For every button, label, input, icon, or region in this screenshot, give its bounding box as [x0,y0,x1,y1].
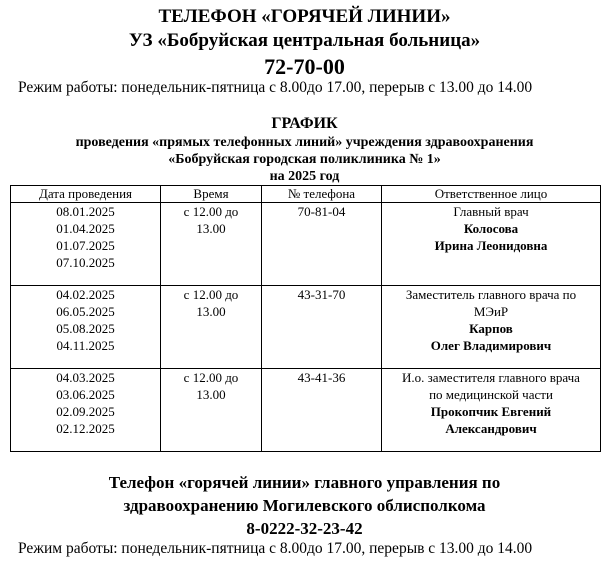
phone-cell [262,286,382,369]
phone-number: 70-81-04 [297,204,346,219]
date: 02.09.2025 [56,404,115,419]
responsible-cell [382,369,601,452]
date: 04.03.2025 [56,370,115,385]
date: 01.07.2025 [56,238,115,253]
position-line: Заместитель главного врача по [405,287,577,302]
date: 06.05.2025 [56,304,115,319]
column-header-phone: № телефона [262,186,382,203]
dates-cell [11,286,161,369]
table-row [11,203,601,286]
schedule-subtitle-1: проведения «прямых телефонных линий» учреждения здравоохранения [75,135,534,150]
regional-hotline-phone: 8-0222-32-23-42 [246,519,363,538]
phone-number: 43-41-36 [297,370,346,385]
person-name: Александрович [445,421,537,436]
date: 08.01.2025 [56,204,115,219]
table-row [11,369,601,452]
column-header-responsible: Ответственное лицо [382,186,601,203]
position-line: Главный врач [453,204,529,219]
table-row [11,286,601,369]
person-name: Прокопчик Евгений [430,404,552,419]
time-line: с 12.00 до [183,287,239,302]
time-line: 13.00 [196,387,226,402]
phone-cell [262,369,382,452]
column-header-date: Дата проведения [11,186,161,203]
position-line: по медицинской части [429,387,553,402]
schedule-title: ГРАФИК [271,115,338,132]
organization-name: УЗ «Бобруйская центральная больница» [128,30,481,51]
person-name: Ирина Леонидовна [434,238,548,253]
dates-cell [11,203,161,286]
time-line: с 12.00 до [183,204,239,219]
schedule-year: на 2025 год [269,169,340,184]
responsible-cell [382,203,601,286]
working-hours: Режим работы: понедельник-пятница с 8.00до 17.00, перерыв с 13.00 до 14.00 [18,79,533,96]
table-header-row [11,186,601,203]
responsible-cell [382,286,601,369]
date: 01.04.2025 [56,221,115,236]
regional-hotline-title-2: здравоохранению Могилевского облисполкома [123,496,486,515]
time-line: 13.00 [196,304,226,319]
time-line: с 12.00 до [183,370,239,385]
column-header-time: Время [161,186,262,203]
time-cell [161,286,262,369]
person-name: Колосова [463,221,519,236]
date: 02.12.2025 [56,421,115,436]
time-cell [161,203,262,286]
hotline-phone: 72-70-00 [264,54,345,79]
schedule-table [10,185,601,452]
date: 04.02.2025 [56,287,115,302]
date: 03.06.2025 [56,387,115,402]
schedule-subtitle-2: «Бобруйская городская поликлиника № 1» [168,152,441,167]
dates-cell [11,369,161,452]
person-name: Карпов [469,321,513,336]
phone-cell [262,203,382,286]
date: 07.10.2025 [56,255,115,270]
position-line: И.о. заместителя главного врача [402,370,580,385]
hotline-title: ТЕЛЕФОН «ГОРЯЧЕЙ ЛИНИИ» [158,6,451,27]
person-name: Олег Владимирович [430,338,552,353]
date: 05.08.2025 [56,321,115,336]
regional-working-hours: Режим работы: понедельник-пятница с 8.00до 17.00, перерыв с 13.00 до 14.00 [18,540,533,557]
time-line: 13.00 [196,221,226,236]
date: 04.11.2025 [56,338,115,353]
regional-hotline-title-1: Телефон «горячей линии» главного управления по [108,473,501,492]
position-line: МЭиР [473,304,509,319]
time-cell [161,369,262,452]
phone-number: 43-31-70 [297,287,346,302]
